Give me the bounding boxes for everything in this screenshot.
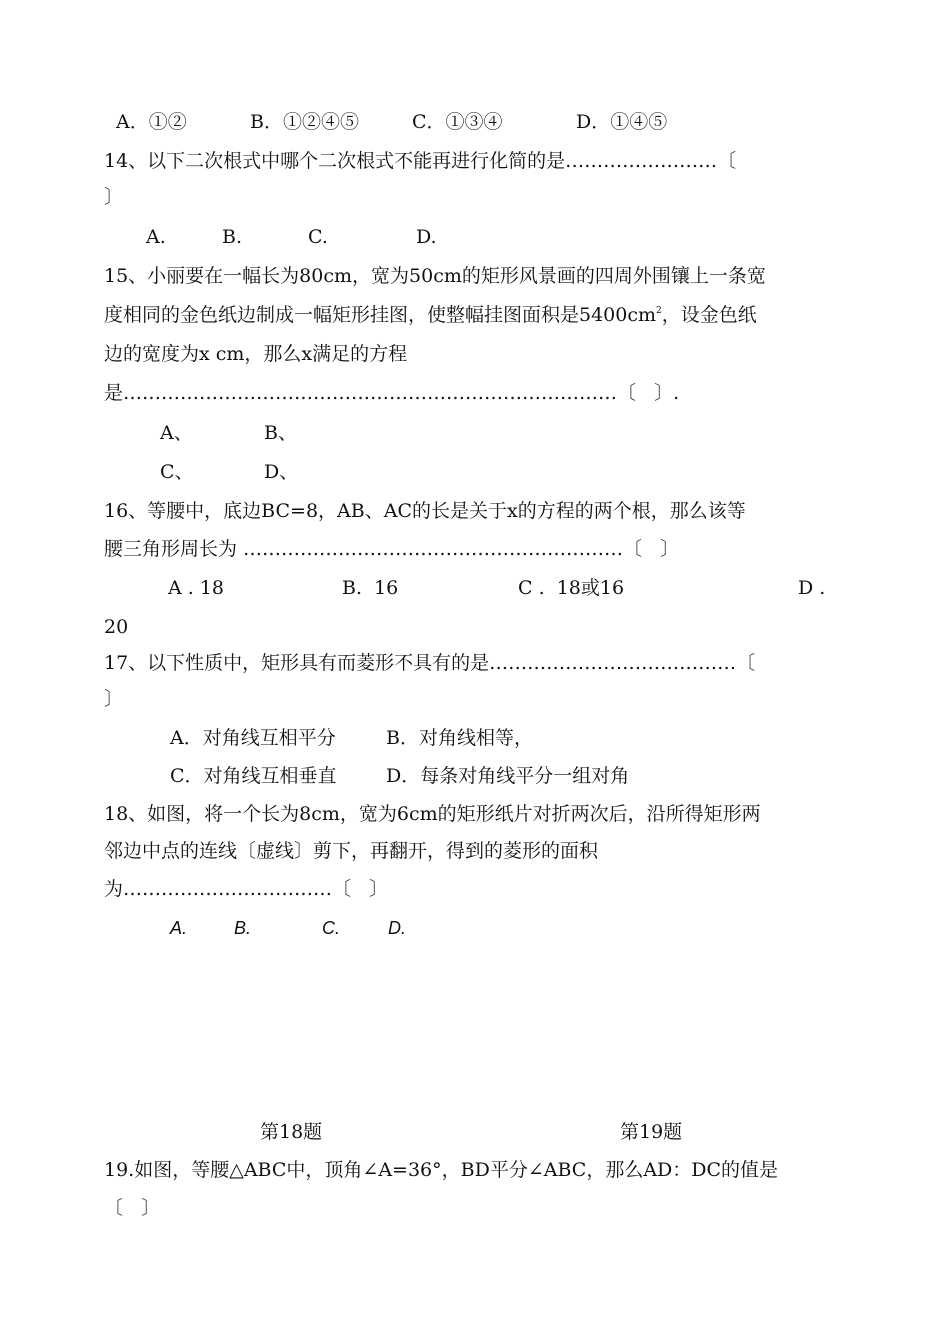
q18-line-1: 18、如图，将一个长为8cm，宽为6cm的矩形纸片对折两次后，沿所得矩形两 [104,803,761,825]
q19-line-2: 〔 〕 [104,1197,161,1219]
q15-line-2b: ，设金色纸 [661,304,757,326]
q18-option-b: B. [234,918,252,938]
q16-line-1: 16、等腰中，底边BC=8，AB、AC的长是关于x的方程的两个根，那么该等 [104,500,746,522]
q14-option-a: A. [146,226,166,248]
q17-option-b: B．对角线相等， [386,727,533,749]
q15-option-b: B、 [264,422,297,444]
q15-line-2 [104,303,757,327]
q18-option-d: D. [388,918,406,938]
q15-option-a: A、 [160,422,193,444]
q14-option-b: B. [222,226,243,248]
figure-18-caption: 第18题 [260,1121,323,1143]
q17-option-a: A．对角线互相平分 [170,727,336,749]
q16-line-2: 腰三角形周长为 ……………………………………………………〔 〕 [104,538,680,560]
q18-line-2: 邻边中点的连线〔虚线〕剪下，再翻开，得到的菱形的面积 [104,840,599,862]
q15-option-c: C、 [160,461,194,483]
q15-superscript: 2 [656,306,662,316]
q16-option-d-value: 20 [104,616,129,638]
q15-option-d: D、 [264,461,299,483]
q16-option-a: A . 18 [168,577,225,599]
q18-option-a: A. [170,918,188,938]
q16-option-c: C . 18或16 [518,577,625,599]
q19-line-1: 19.如图，等腰△ABC中，顶角∠A=36°，BD平分∠ABC，那么AD：DC的值是 [104,1159,779,1181]
q14-option-c: C. [308,226,328,248]
q15-line-4: 是……………………………………………………………………〔 〕. [104,382,680,404]
q17-answer-paren: 〕 [104,688,124,710]
q13-option-a: A．①② [116,111,187,133]
q17-stem: 17、以下性质中，矩形具有而菱形不具有的是…………………………………〔 [104,652,756,674]
q14-answer-paren: 〕 [104,186,124,208]
q13-option-b: B．①②④⑤ [250,111,359,133]
q18-line-3: 为……………………………〔 〕 [104,878,389,900]
q14-stem: 14、以下二次根式中哪个二次根式不能再进行化简的是……………………〔 [104,150,737,172]
figure-19-caption: 第19题 [620,1121,683,1143]
q18-option-c: C. [322,918,340,938]
q16-option-d: D . [798,577,826,599]
q17-option-c: C．对角线互相垂直 [170,765,337,787]
q14-option-d: D. [416,226,437,248]
q17-option-d: D．每条对角线平分一组对角 [386,765,630,787]
q13-option-d: D．①④⑤ [576,111,668,133]
q15-line-2a: 度相同的金色纸边制成一幅矩形挂图，使整幅挂图面积是5400cm [104,304,657,326]
q15-line-1: 15、小丽要在一幅长为80cm，宽为50cm的矩形风景画的四周外围镶上一条宽 [104,265,766,287]
q15-line-3: 边的宽度为x cm，那么x满足的方程 [104,343,408,365]
q16-option-b: B. 16 [342,577,399,599]
q13-option-c: C．①③④ [412,111,503,133]
